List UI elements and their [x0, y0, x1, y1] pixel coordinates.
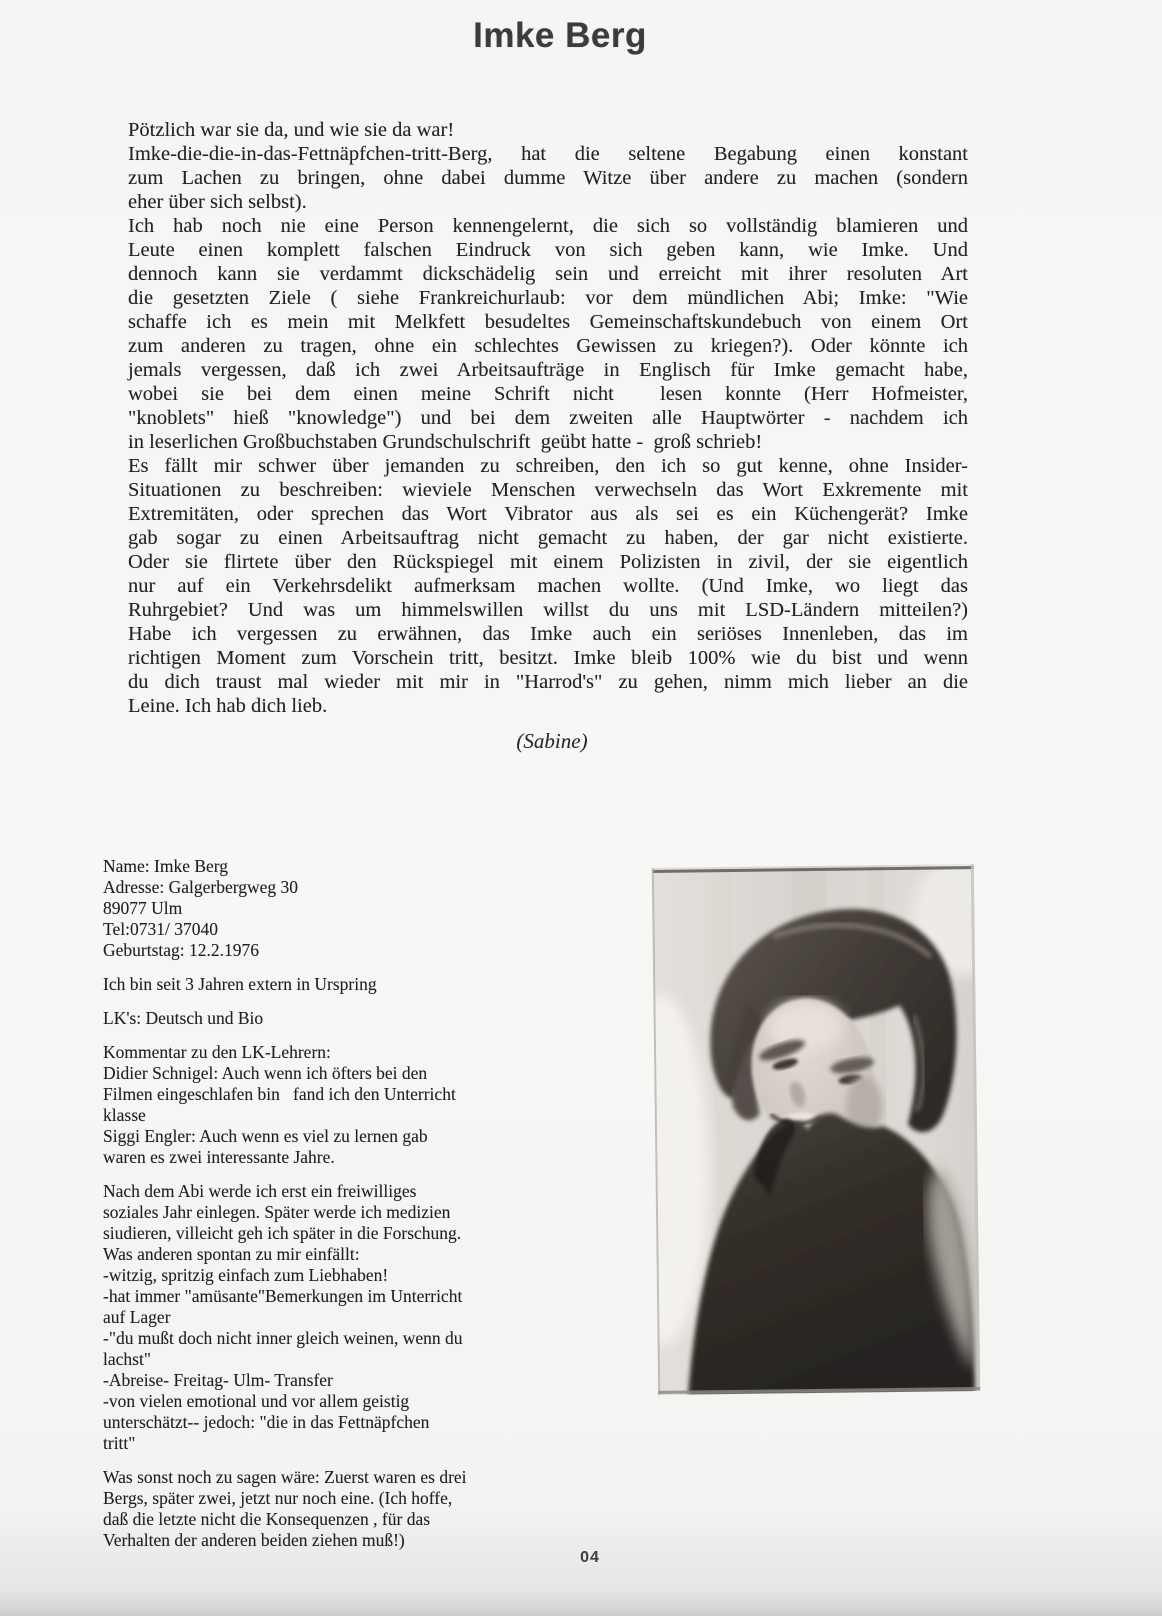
info-line [103, 961, 583, 974]
info-line [103, 995, 583, 1008]
essay-line: zum anderen zu tragen, ohne ein schlechtes Gewissen zu kriegen?). Oder könnte ich [128, 335, 968, 357]
info-line [103, 1454, 583, 1467]
info-line: soziales Jahr einlegen. Später werde ich medizien [103, 1202, 451, 1222]
info-block [103, 856, 583, 1551]
info-line: Was sonst noch zu sagen wäre: Zuerst waren es drei [103, 1467, 467, 1487]
essay-lines [128, 118, 968, 718]
info-line: Filmen eingeschlafen bin fand ich den Unterricht [103, 1084, 456, 1104]
essay-line: Ruhrgebiet? Und was um himmelswillen willst du uns mit LSD-Ländern mitteilen?) [128, 599, 968, 621]
essay-line: Ich hab noch nie eine Person kennengelernt, die sich so vollständig blamieren und [128, 215, 968, 237]
info-line: -witzig, spritzig einfach zum Liebhaben! [103, 1265, 389, 1285]
info-line: lachst" [103, 1349, 151, 1369]
essay-line: Extremitäten, oder sprechen das Wort Vibrator aus als sei es ein Küchengerät? Imke [128, 503, 968, 525]
info-line: unterschätzt-- jedoch: "die in das Fettnäpfchen [103, 1412, 430, 1432]
essay-line: in leserlichen Großbuchstaben Grundschulschrift geübt hatte - groß schrieb! [128, 431, 763, 453]
info-line: auf Lager [103, 1307, 171, 1327]
essay-line: Oder sie flirtete über den Rückspiegel mit einem Polizisten in zivil, der sie eigentlich [128, 551, 968, 573]
essay [128, 118, 968, 718]
info-line: Geburtstag: 12.2.1976 [103, 940, 260, 960]
essay-line: Es fällt mir schwer über jemanden zu schreiben, den ich so gut kenne, ohne Insider- [128, 455, 968, 477]
essay-line: du dich traust mal wieder mit mir in "Harrod's" zu gehen, nimm mich lieber an die [128, 671, 968, 693]
info-line: Verhalten der anderen beiden ziehen muß!) [103, 1530, 405, 1550]
info-line: tritt" [103, 1433, 136, 1453]
essay-line: gab sogar zu einen Arbeitsauftrag nicht gemacht zu haben, der gar nicht existierte. [128, 527, 968, 549]
info-line: klasse [103, 1105, 146, 1125]
essay-line: zum Lachen zu bringen, ohne dabei dumme Witze über andere zu machen (sondern [128, 167, 968, 189]
essay-line: nur auf ein Verkehrsdelikt aufmerksam machen wollte. (Und Imke, wo liegt das [128, 575, 968, 597]
essay-line: "knoblets" hieß "knowledge") und bei dem zweiten alle Hauptwörter - nachdem ich [128, 407, 968, 429]
info-line: -"du mußt doch nicht inner gleich weinen, wenn du [103, 1328, 463, 1348]
essay-line: Imke-die-die-in-das-Fettnäpfchen-tritt-Berg, hat die seltene Begabung einen konstant [128, 143, 968, 165]
info-line: -hat immer "amüsante"Bemerkungen im Unterricht [103, 1286, 463, 1306]
page-number: 04 [580, 1549, 600, 1566]
info-lines [103, 856, 583, 1551]
info-line: Bergs, später zwei, jetzt nur noch eine. (Ich hoffe, [103, 1488, 453, 1508]
essay-line: Situationen zu beschreiben: wieviele Menschen verwechseln das Wort Exkremente mit [128, 479, 968, 501]
info-line: LK's: Deutsch und Bio [103, 1008, 264, 1028]
info-line: Was anderen spontan zu mir einfällt: [103, 1244, 360, 1264]
essay-line: Leine. Ich hab dich lieb. [128, 695, 328, 717]
info-line: daß die letzte nicht die Konsequenzen , für das [103, 1509, 431, 1529]
scan-edge-shading [0, 1590, 1162, 1616]
portrait-photo [652, 864, 980, 1395]
info-line: Adresse: Galgerbergweg 30 [103, 877, 299, 897]
essay-line: dennoch kann sie verdammt dickschädelig sein und erreicht mit ihrer resoluten Art [128, 263, 968, 285]
info-line: Kommentar zu den LK-Lehrern: [103, 1042, 331, 1062]
essay-line: schaffe ich es mein mit Melkfett besudeltes Gemeinschaftskundebuch von einem Ort [128, 311, 968, 333]
page-title: Imke Berg [473, 16, 647, 55]
essay-line: Leute einen komplett falschen Eindruck von sich geben kann, wie Imke. Und [128, 239, 968, 261]
portrait-photo-image [652, 864, 980, 1395]
info-line: Nach dem Abi werde ich erst ein freiwilliges [103, 1181, 417, 1201]
info-line: Ich bin seit 3 Jahren extern in Urspring [103, 974, 377, 994]
essay-line: richtigen Moment zum Vorschein tritt, besitzt. Imke bleib 100% wie du bist und wenn [128, 647, 968, 669]
info-line: Tel:0731/ 37040 [103, 919, 218, 939]
essay-line: Pötzlich war sie da, und wie sie da war! [128, 119, 455, 141]
info-line: Didier Schnigel: Auch wenn ich öfters bei den [103, 1063, 428, 1083]
info-line [103, 1168, 583, 1181]
essay-line: eher über sich selbst). [128, 191, 307, 213]
info-line: waren es zwei interessante Jahre. [103, 1147, 335, 1167]
essay-line: die gesetzten Ziele ( siehe Frankreichurlaub: vor dem mündlichen Abi; Imke: "Wie [128, 287, 968, 309]
info-line: -Abreise- Freitag- Ulm- Transfer [103, 1370, 333, 1390]
info-line: Name: Imke Berg [103, 856, 229, 876]
essay-line: wobei sie bei dem einen meine Schrift nicht lesen konnte (Herr Hofmeister, [128, 383, 968, 405]
info-line: -von vielen emotional und vor allem geistig [103, 1391, 410, 1411]
info-line [103, 1029, 583, 1042]
signature: (Sabine) [516, 729, 588, 753]
info-line: Siggi Engler: Auch wenn es viel zu lernen gab [103, 1126, 428, 1146]
essay-line: Habe ich vergessen zu erwähnen, das Imke auch ein seriöses Innenleben, das im [128, 623, 968, 645]
essay-line: jemals vergessen, daß ich zwei Arbeitsaufträge in Englisch für Imke gemacht habe, [128, 359, 968, 381]
info-line: 89077 Ulm [103, 898, 183, 918]
info-line: siudieren, villeicht geh ich später in die Forschung. [103, 1223, 462, 1243]
